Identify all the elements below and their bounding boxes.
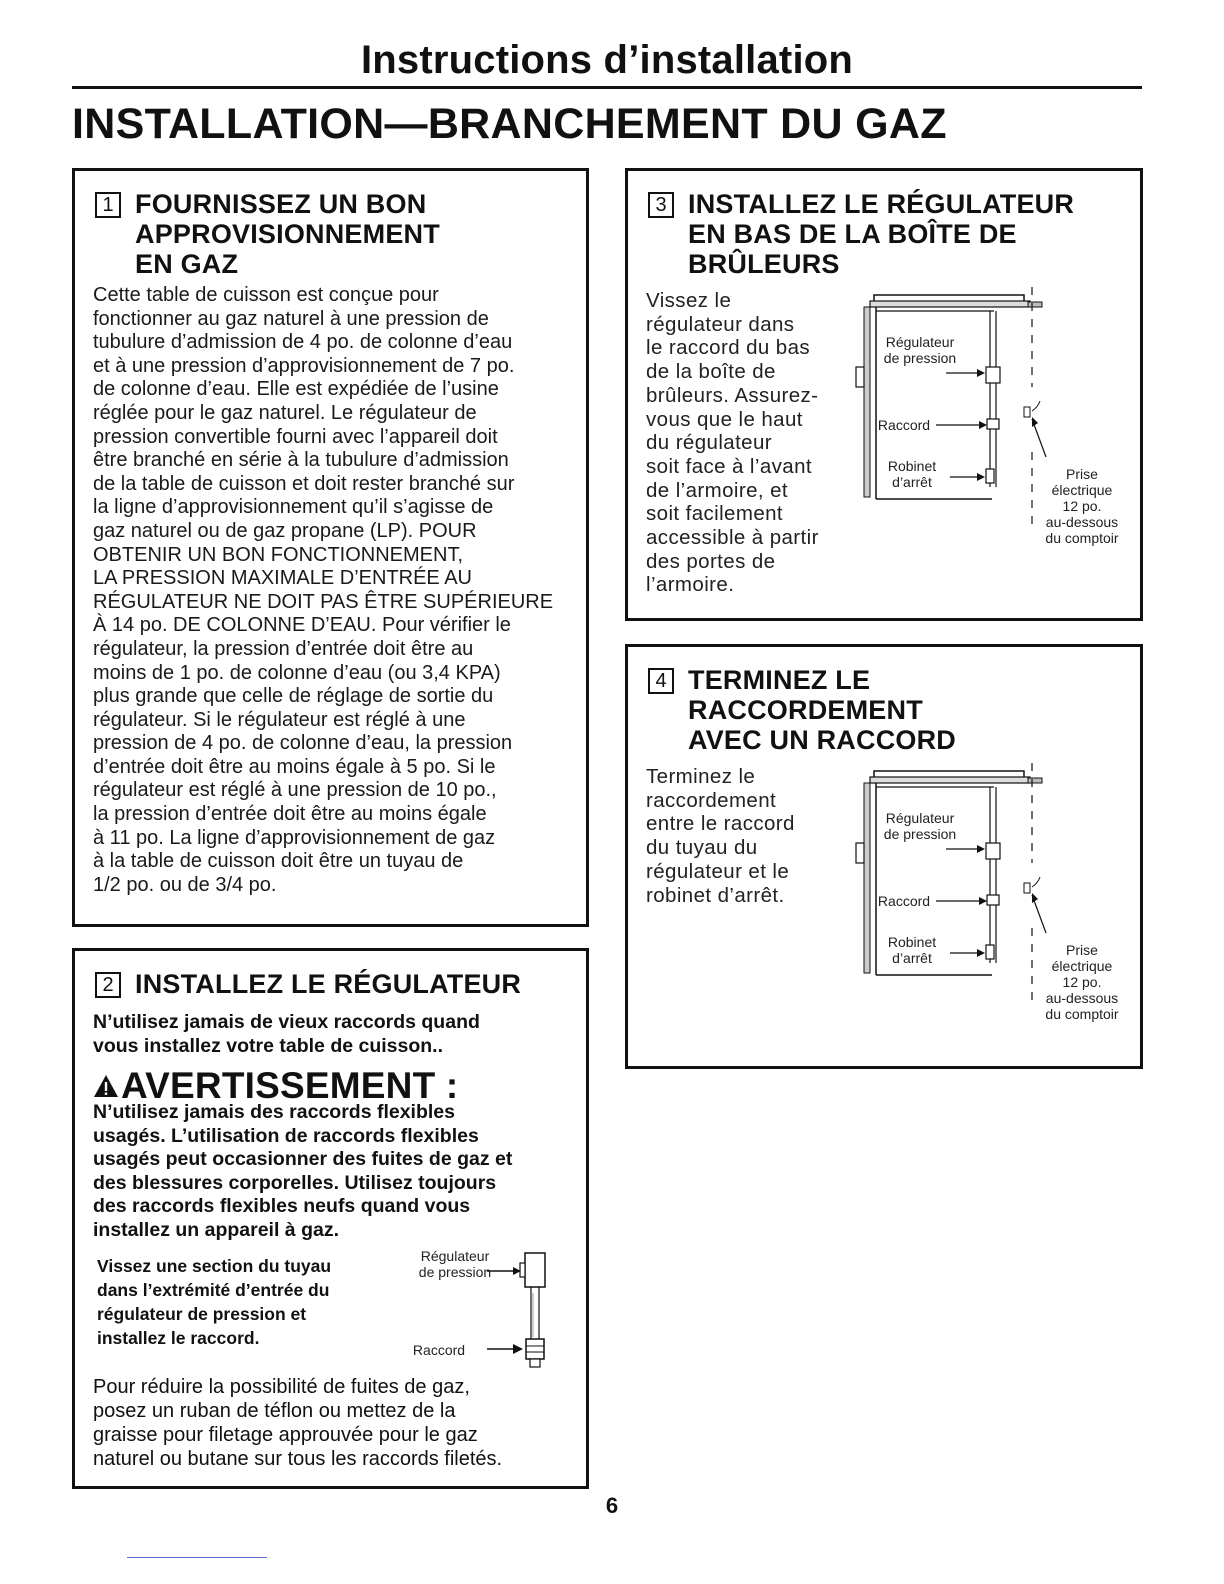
body-line: plus grande que celle de réglage de sortie du <box>93 685 494 708</box>
step-1-heading <box>95 189 440 279</box>
step-4-title-line: TERMINEZ LE <box>688 665 871 695</box>
body-line: Terminez le <box>646 765 756 788</box>
valve-box <box>986 945 994 959</box>
body-line: accessible à partir <box>646 526 819 550</box>
label-outlet-3: 12 po. <box>1062 974 1102 990</box>
body-line: à la table de cuisson doit être un tuyau de <box>93 850 464 873</box>
fitting-end <box>530 1359 540 1367</box>
body-line: Vissez le <box>646 289 732 312</box>
outlet-icon <box>1024 883 1030 893</box>
step-4-title-line: RACCORDEMENT <box>688 695 923 725</box>
warning-line: usagés peut occasionner des fuites de gaz et <box>93 1148 513 1170</box>
label-regulator-2: de pression <box>883 826 957 842</box>
outlet-icon <box>1024 407 1030 417</box>
step-2-heading <box>95 969 521 999</box>
page-number: 6 <box>605 1493 619 1518</box>
regulator-pipe-diagram <box>375 1243 575 1373</box>
step-1-title-line: FOURNISSEZ UN BON <box>135 189 427 219</box>
step-2-box <box>72 948 589 1489</box>
cabinet-front-panel <box>864 307 870 497</box>
cabinet-handle <box>856 367 864 387</box>
body-line: entre le raccord <box>646 812 795 836</box>
fitting-box <box>987 419 999 429</box>
fitting-arrow-head <box>513 1344 523 1354</box>
body-line: robinet d’arrêt. <box>646 883 785 907</box>
pipe-note-line: dans l’extrémité d’entrée du <box>97 1280 330 1300</box>
diagram-label-regulator-1: Régulateur <box>420 1248 490 1264</box>
intro-line: N’utilisez jamais de vieux raccords quand <box>93 1011 480 1033</box>
step-1-number: 1 <box>95 192 121 218</box>
step-2-closing <box>93 1375 573 1471</box>
body-line: d’entrée doit être au moins égale à 5 po. Si le <box>93 755 496 778</box>
label-fitting: Raccord <box>877 893 931 909</box>
warning-triangle-icon <box>93 1074 119 1098</box>
body-line: Cette table de cuisson est conçue pour <box>93 284 439 306</box>
step-3-title-line: BRÛLEURS <box>688 249 840 279</box>
step-2-intro <box>93 1011 583 1058</box>
body-line: le raccord du bas <box>646 336 811 360</box>
cooktop-edge <box>870 301 1030 307</box>
fitting-arrow-head <box>979 897 987 905</box>
step-2-number: 2 <box>95 972 121 998</box>
regulator-body <box>525 1253 545 1287</box>
cabinet-handle <box>856 843 864 863</box>
step-1-title-line: APPROVISIONNEMENT <box>135 219 440 249</box>
body-line: raccordement <box>646 788 777 812</box>
label-valve-1: Robinet <box>887 458 937 474</box>
step-3-box <box>625 168 1143 621</box>
regulator-arrow-head <box>977 845 985 853</box>
label-outlet-5: du comptoir <box>1045 530 1119 546</box>
closing-line: Pour réduire la possibilité de fuites de gaz, <box>93 1376 470 1398</box>
body-line: de l’armoire, et <box>646 478 788 502</box>
valve-arrow-head <box>977 949 985 957</box>
body-line: du tuyau du <box>646 836 758 860</box>
pipe-note-line: installez le raccord. <box>97 1328 260 1348</box>
label-regulator-1: Régulateur <box>885 810 955 826</box>
body-line: des portes de <box>646 549 776 573</box>
body-line: de la table de cuisson et doit rester branché sur <box>93 472 515 495</box>
closing-line: graisse pour filetage approuvée pour le gaz <box>93 1424 478 1446</box>
label-outlet-5: du comptoir <box>1045 1006 1119 1022</box>
step-2-title: INSTALLEZ LE RÉGULATEUR <box>135 969 522 999</box>
body-line: RÉGULATEUR NE DOIT PAS ÊTRE SUPÉRIEURE <box>93 590 554 613</box>
label-outlet-2: électrique <box>1051 958 1113 974</box>
warning-line: installez un appareil à gaz. <box>93 1218 339 1241</box>
step-3-title-line: INSTALLEZ LE RÉGULATEUR <box>688 189 1075 219</box>
valve-box <box>986 469 994 483</box>
fitting-body <box>526 1339 544 1359</box>
countertop <box>1028 302 1042 307</box>
label-valve-1: Robinet <box>887 934 937 950</box>
body-line: vous que le haut <box>646 407 803 431</box>
label-valve-2: d’arrêt <box>892 474 932 490</box>
body-line: fonctionner au gaz naturel à une pression de <box>93 307 489 330</box>
intro-line: vous installez votre table de cuisson.. <box>93 1034 444 1057</box>
body-line: de colonne d’eau. Elle est expédiée de l’usine <box>93 378 499 401</box>
step-3-heading <box>648 189 1074 279</box>
warning-line: N’utilisez jamais des raccords flexibles <box>93 1101 455 1123</box>
step-4-box <box>625 644 1143 1069</box>
step-4-number: 4 <box>648 668 674 694</box>
body-line: réglée pour le gaz naturel. Le régulateur de <box>93 401 477 424</box>
diagram-label-fitting: Raccord <box>412 1342 466 1358</box>
step-1-title <box>135 189 440 279</box>
body-line: être branché en série à la tubulure d’admission <box>93 449 509 472</box>
body-line: soit face à l’avant <box>646 454 812 478</box>
step-3-title-line: EN BAS DE LA BOÎTE DE <box>688 219 1017 249</box>
regulator-box <box>986 843 1000 859</box>
label-fitting: Raccord <box>877 417 931 433</box>
step-4-title-line: AVEC UN RACCORD <box>688 725 957 755</box>
power-cord-icon <box>1032 877 1040 887</box>
warning-line: usagés. L’utilisation de raccords flexibles <box>93 1124 479 1147</box>
step-3-number: 3 <box>648 192 674 218</box>
label-outlet-3: 12 po. <box>1062 498 1102 514</box>
power-cord-icon <box>1032 401 1040 411</box>
step-3-title <box>688 189 1074 279</box>
body-line: tubulure d’admission de 4 po. de colonne d’eau <box>93 331 513 354</box>
label-valve-2: d’arrêt <box>892 950 932 966</box>
body-line: de la boîte de <box>646 360 776 384</box>
body-line: la ligne d’approvisionnement qu’il s’agisse de <box>93 496 494 519</box>
body-line: pression de 4 po. de colonne d’eau, la pression <box>93 732 513 755</box>
cabinet-diagram <box>846 763 1136 1063</box>
countertop <box>1028 778 1042 783</box>
closing-line: naturel ou butane sur tous les raccords filetés. <box>93 1448 503 1470</box>
label-outlet-2: électrique <box>1051 482 1113 498</box>
body-line: la pression d’entrée doit être au moins égale <box>93 803 487 826</box>
pipe-instruction <box>97 1254 377 1350</box>
body-line: 1/2 po. ou de 3/4 po. <box>93 873 277 896</box>
label-outlet-1: Prise <box>1066 466 1098 482</box>
fitting-box <box>987 895 999 905</box>
body-line: l’armoire. <box>646 573 735 597</box>
step-1-title-line: EN GAZ <box>135 249 239 279</box>
label-outlet-1: Prise <box>1066 942 1098 958</box>
body-line: du régulateur <box>646 431 773 455</box>
label-regulator-2: de pression <box>883 350 957 366</box>
regulator-box <box>986 367 1000 383</box>
body-line: régulateur dans <box>646 312 795 336</box>
body-line: LA PRESSION MAXIMALE D’ENTRÉE AU <box>93 567 472 590</box>
regulator-inlet <box>520 1263 525 1277</box>
warning-text <box>93 1101 583 1242</box>
body-line: régulateur est réglé à une pression de 10 po., <box>93 779 497 802</box>
body-line: brûleurs. Assurez- <box>646 383 819 407</box>
body-line: gaz naturel ou de gaz propane (LP). POUR <box>93 519 477 542</box>
warning-title: AVERTISSEMENT : <box>121 1065 459 1106</box>
diagram-label-regulator-2: de pression <box>418 1264 492 1280</box>
page-title: INSTALLATION—BRANCHEMENT DU GAZ <box>72 100 947 148</box>
body-line: soit facilement <box>646 502 784 526</box>
body-line: OBTENIR UN BON FONCTIONNEMENT, <box>93 543 464 566</box>
cooktop-edge <box>870 777 1030 783</box>
fitting-arrow-head <box>979 421 987 429</box>
cabinet-front-panel <box>864 783 870 973</box>
page-header: Instructions d’installation <box>360 38 854 82</box>
regulator-arrow-head <box>977 369 985 377</box>
pipe-note-line: Vissez une section du tuyau <box>97 1256 332 1276</box>
valve-arrow-head <box>977 473 985 481</box>
label-outlet-4: au-dessous <box>1045 990 1119 1006</box>
step-4-body <box>646 765 795 907</box>
step-4-heading <box>648 665 956 755</box>
cabinet-diagram <box>846 287 1136 587</box>
closing-line: posez un ruban de téflon ou mettez de la <box>93 1400 456 1422</box>
body-line: régulateur. Si le régulateur est réglé à une <box>93 708 466 731</box>
footer-rule <box>127 1557 267 1558</box>
step-4-title <box>688 665 956 755</box>
body-line: pression convertible fourni avec l’appareil doit <box>93 425 498 448</box>
body-line: et à une pression d’approvisionnement de 7 po. <box>93 354 515 377</box>
step-1-body <box>93 284 583 897</box>
step-3-body <box>646 289 819 597</box>
body-line: régulateur, la pression d’entrée doit être au <box>93 637 474 660</box>
step-1-box <box>72 168 589 927</box>
warning-line: des blessures corporelles. Utilisez toujours <box>93 1171 497 1194</box>
body-line: à 11 po. La ligne d’approvisionnement de gaz <box>93 826 496 849</box>
body-line: À 14 po. DE COLONNE D’EAU. Pour vérifier le <box>93 614 511 637</box>
pipe-note-line: régulateur de pression et <box>97 1304 307 1324</box>
body-line: moins de 1 po. de colonne d’eau (ou 3,4 KPA) <box>93 661 501 684</box>
label-outlet-4: au-dessous <box>1045 514 1119 530</box>
warning-line: des raccords flexibles neufs quand vous <box>93 1195 471 1217</box>
label-regulator-1: Régulateur <box>885 334 955 350</box>
header-rule <box>72 86 1142 89</box>
body-line: régulateur et le <box>646 859 790 883</box>
